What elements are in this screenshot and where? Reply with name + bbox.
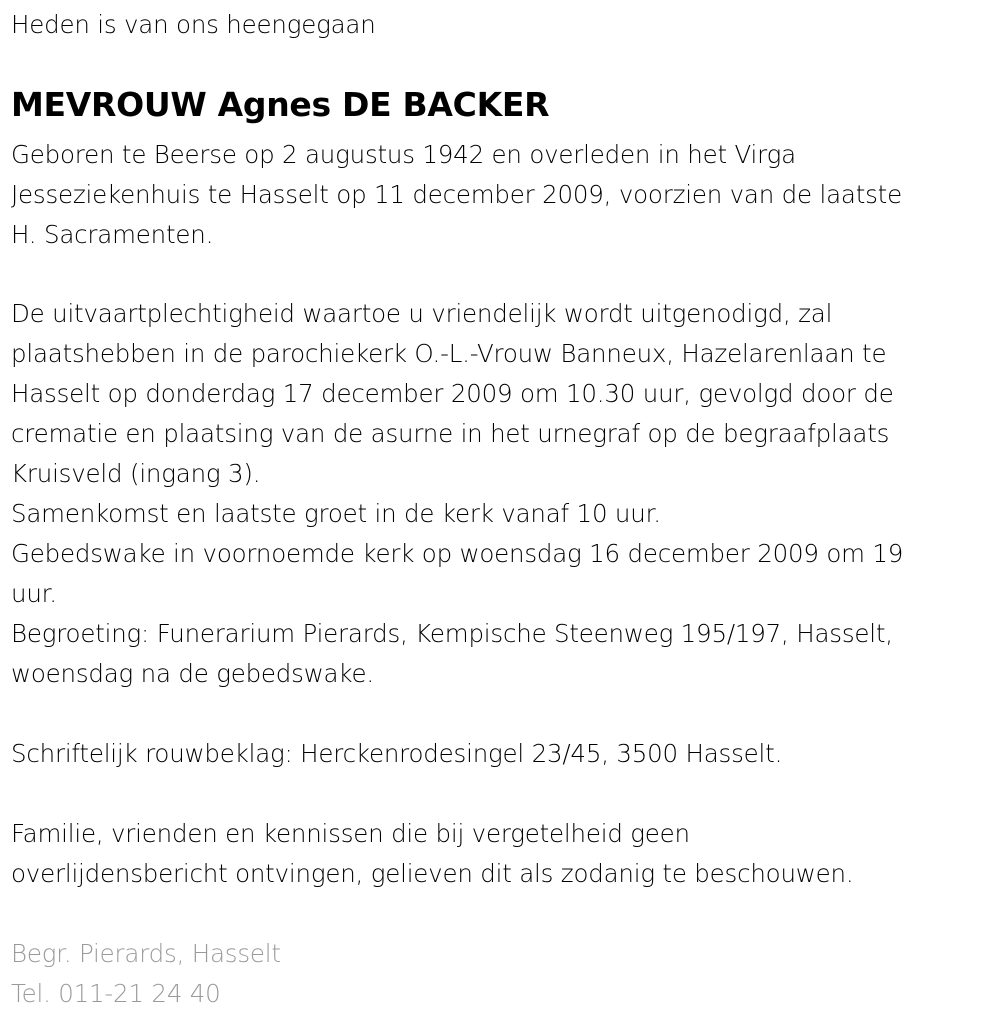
intro-text: Heden is van ons heengegaan (11, 10, 376, 39)
condolence-address-paragraph (11, 734, 782, 774)
paragraph-line: Gebedswake in voornoemde kerk op woensdag 16 december 2009 om 19 (11, 539, 904, 568)
paragraph-line: crematie en plaatsing van de asurne in het urnegraf op de begraafplaats (11, 419, 890, 448)
funeral-home-footer (11, 934, 281, 1014)
paragraph-line: overlijdensbericht ontvingen, gelieven dit als zodanig te beschouwen. (11, 859, 854, 888)
paragraph-line: H. Sacramenten. (11, 220, 214, 249)
funeral-home-name: Begr. Pierards, Hasselt (11, 939, 281, 968)
paragraph-line: Geboren te Beerse op 2 augustus 1942 en overleden in het Virga (11, 140, 796, 169)
paragraph-line: Kruisveld (ingang 3). (11, 459, 261, 488)
paragraph-line: Hasselt op donderdag 17 december 2009 om 10.30 uur, gevolgd door de (11, 379, 894, 408)
paragraph-line: Samenkomst en laatste groet in de kerk vanaf 10 uur. (11, 499, 661, 528)
paragraph-line: Jesseziekenhuis te Hasselt op 11 december 2009, voorzien van de laatste (11, 180, 902, 209)
paragraph-line: uur. (11, 579, 57, 608)
deceased-name-title: MEVROUW Agnes DE BACKER (11, 85, 550, 124)
paragraph-line: Schriftelijk rouwbeklag: Herckenrodesingel 23/45, 3500 Hasselt. (11, 739, 783, 768)
paragraph-line: plaatshebben in de parochiekerk O.-L.-Vrouw Banneux, Hazelarenlaan te (11, 339, 887, 368)
paragraph-line: woensdag na de gebedswake. (11, 659, 374, 688)
birth-death-paragraph (11, 135, 902, 255)
family-notice-paragraph (11, 814, 853, 894)
funeral-details-paragraph (11, 294, 903, 694)
funeral-home-phone: Tel. 011-21 24 40 (11, 979, 221, 1008)
paragraph-line: Familie, vrienden en kennissen die bij vergetelheid geen (11, 819, 690, 848)
paragraph-line: De uitvaartplechtigheid waartoe u vriendelijk wordt uitgenodigd, zal (11, 299, 833, 328)
paragraph-line: Begroeting: Funerarium Pierards, Kempische Steenweg 195/197, Hasselt, (11, 619, 893, 648)
